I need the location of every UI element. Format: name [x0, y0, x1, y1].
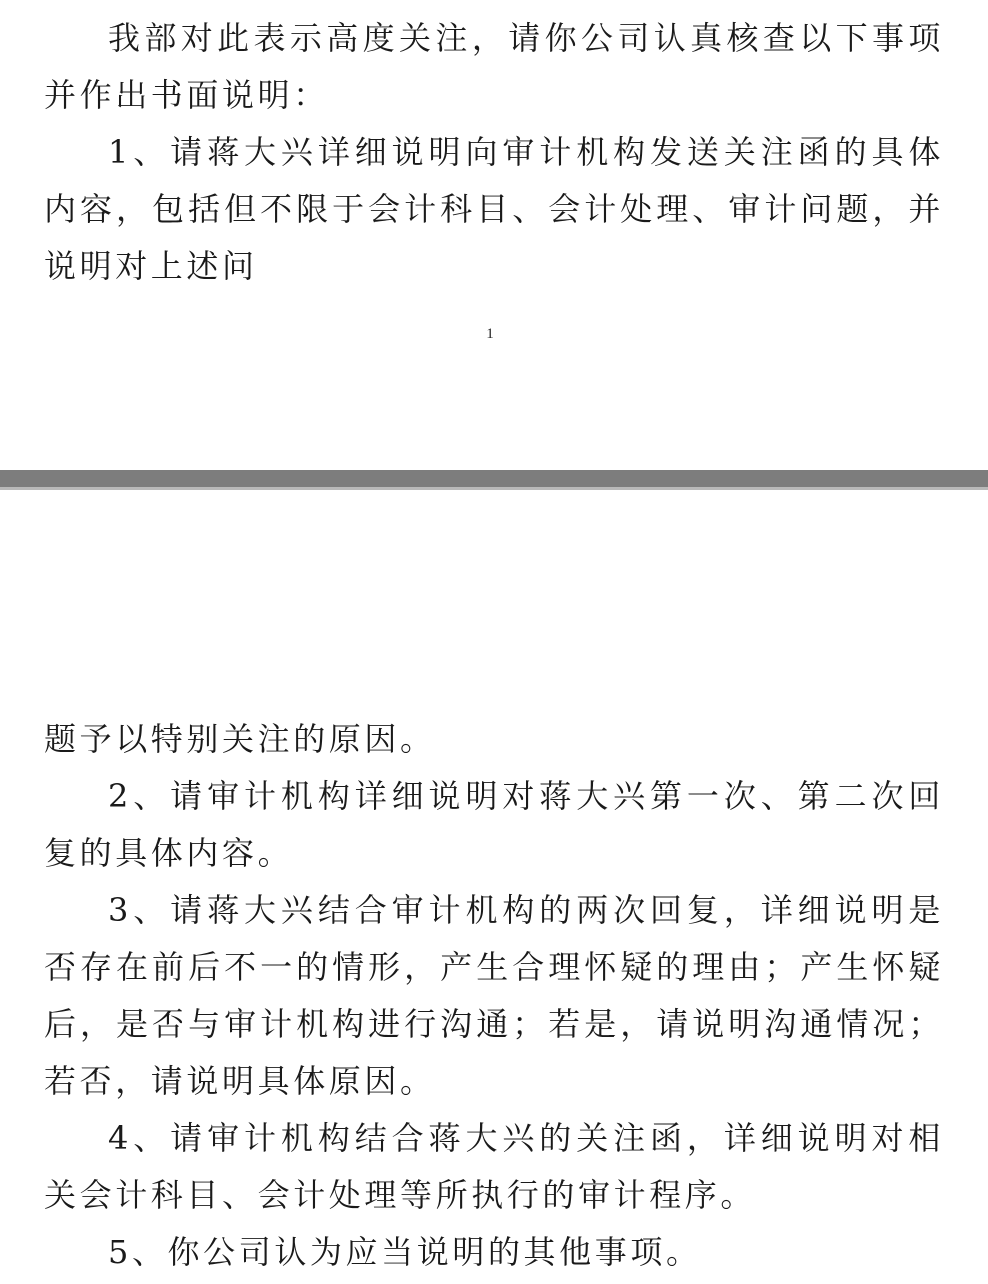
page-number: 1 — [486, 326, 494, 342]
item-4-paragraph: 4、请审计机构结合蒋大兴的关注函，详细说明对相关会计科目、会计处理等所执行的审计程序。 — [44, 1119, 944, 1214]
item-1-paragraph-end: 题予以特别关注的原因。 — [44, 720, 436, 758]
item-3-paragraph: 3、请蒋大兴结合审计机构的两次回复，详细说明是否存在前后不一的情形，产生合理怀疑的理由；产生怀疑后，是否与审计机构进行沟通；若是，请说明沟通情况；若否，请说明具体原因。 — [44, 891, 944, 1100]
intro-paragraph: 我部对此表示高度关注，请你公司认真核查以下事项并作出书面说明： — [44, 19, 944, 114]
item-2-paragraph: 2、请审计机构详细说明对蒋大兴第一次、第二次回复的具体内容。 — [44, 777, 944, 872]
page-separator — [0, 470, 988, 490]
document-page-1 — [0, 0, 988, 470]
item-1-paragraph-start: 1、请蒋大兴详细说明向审计机构发送关注函的具体内容，包括但不限于会计科目、会计处理、审计问题，并说明对上述问 — [44, 133, 944, 285]
item-5-paragraph: 5、你公司认为应当说明的其他事项。 — [108, 1233, 702, 1271]
document-page-2 — [0, 490, 988, 1284]
